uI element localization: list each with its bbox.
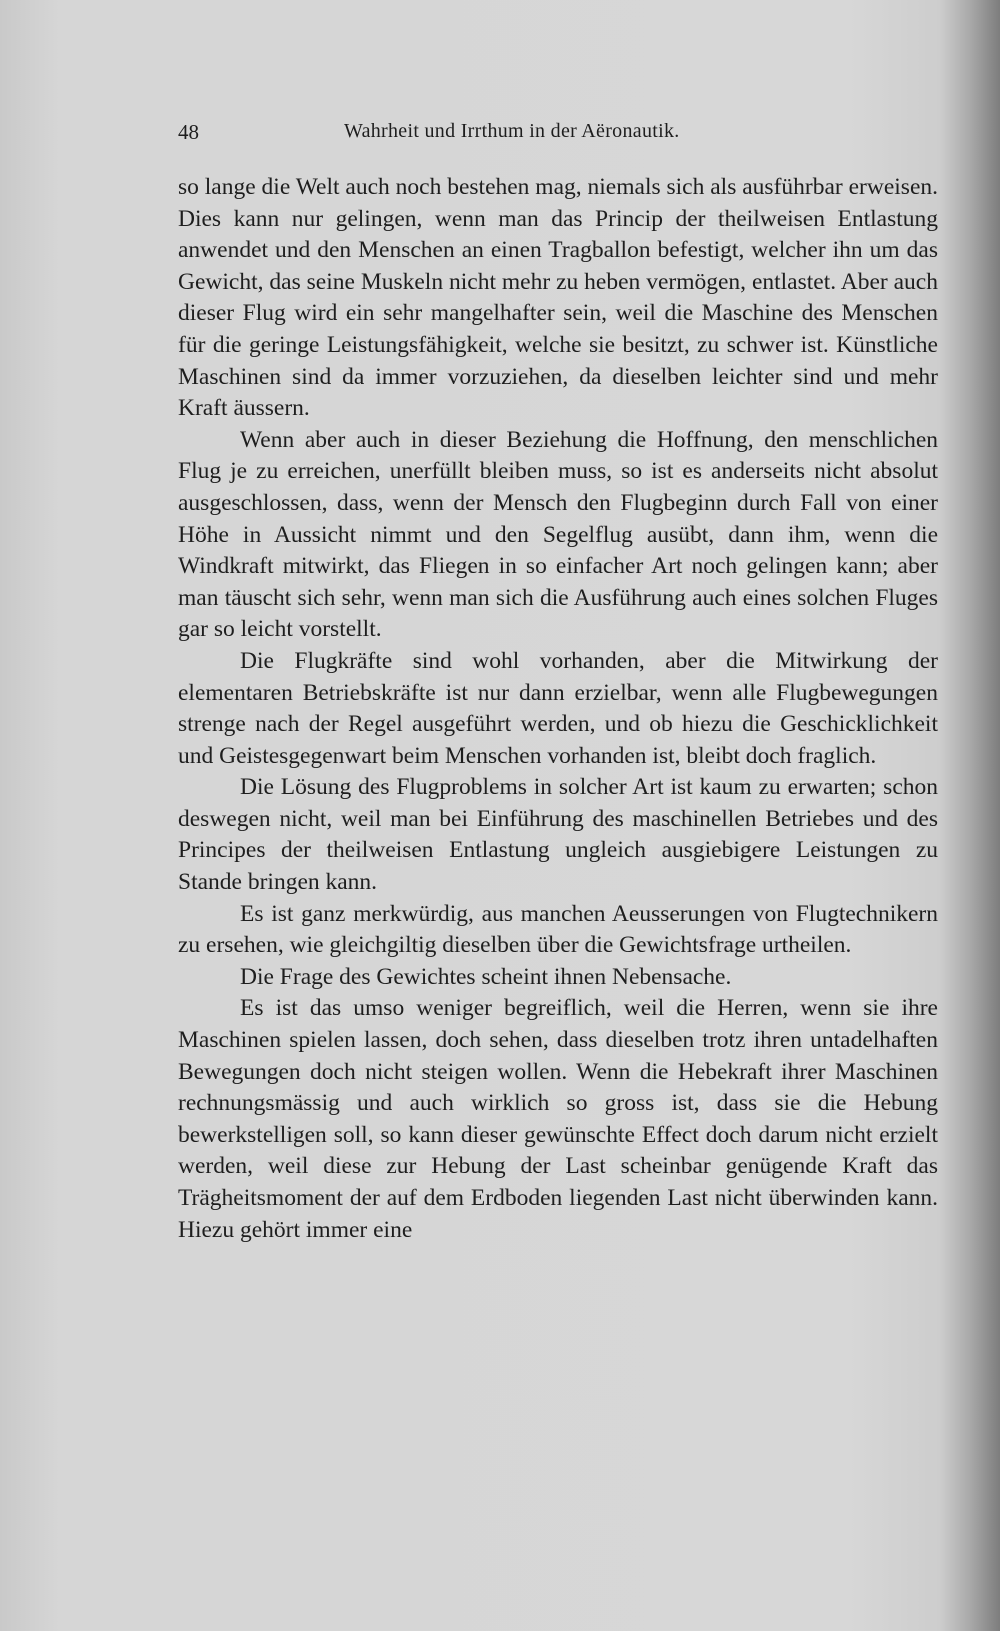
paragraph: Die Flugkräfte sind wohl vorhanden, aber die Mitwirkung der elementaren Betriebskräfte ist nur dann erzielbar, wenn alle Flugbewegungen strenge nach der Regel ausgeführt werden, und ob hiezu die Geschicklichkeit und Geistesgegenwart beim Menschen vorhanden ist, bleibt doch fraglich. — [178, 647, 938, 769]
paragraph: Wenn aber auch in dieser Beziehung die Hoffnung, den menschlichen Flug je zu erreichen, unerfüllt bleiben muss, so ist es anderseits nicht absolut ausgeschlossen, dass, wenn der Mensch den Flugbeginn durch Fall von einer Höhe in Aussicht nimmt und den Segelflug ausübt, dann ihm, wenn die Windkraft mitwirkt, das Fliegen in so einfacher Art noch gelingen kann; aber man täuscht sich sehr, wenn man sich die Ausführung auch eines solchen Fluges gar so leicht vorstellt. — [178, 426, 938, 643]
paragraph: so lange die Welt auch noch bestehen mag, niemals sich als ausführbar erweisen. Dies kann nur gelingen, wenn man das Princip der theilweisen Entlastung anwendet und den Menschen an einen Tragballon befestigt, welcher ihn um das Gewicht, das seine Muskeln nicht mehr zu heben vermögen, entlastet. Aber auch dieser Flug wird ein sehr mangelhafter sein, weil die Maschine des Menschen für die geringe Leistungsfähigkeit, welche sie besitzt, zu schwer ist. Künstliche Maschinen sind da immer vorzuziehen, da dieselben leichter sind und mehr Kraft äussern. — [178, 174, 938, 422]
paragraph: Die Frage des Gewichtes scheint ihnen Nebensache. — [240, 963, 732, 990]
running-title: Wahrheit und Irrthum in der Aëronautik. — [344, 120, 680, 142]
paragraph: Die Lösung des Flugproblems in solcher Art ist kaum zu erwarten; schon deswegen nicht, weil man bei Einführung des maschinellen Betriebes und des Principes der theilweisen Entlastung ungleich ausgiebigere Leistungen zu Stande bringen kann. — [178, 774, 938, 896]
paragraph: Es ist das umso weniger begreiflich, weil die Herren, wenn sie ihre Maschinen spielen lassen, doch sehen, dass dieselben trotz ihren untadelhaften Bewegungen doch nicht steigen wollen. Wenn die Hebekraft ihrer Maschinen rechnungsmässig und auch wirklich so gross ist, dass sie die Hebung bewerkstelligen soll, so kann dieser gewünschte Effect doch darum nicht erzielt werden, weil diese zur Hebung der Last scheinbar genügende Kraft das Trägheitsmoment der auf dem Erdboden liegenden Last nicht überwinden kann. Hiezu gehört immer eine — [178, 995, 938, 1243]
page-header — [178, 120, 938, 150]
page-number: 48 — [178, 120, 199, 144]
body-text — [178, 172, 938, 1246]
paragraph: Es ist ganz merkwürdig, aus manchen Aeusserungen von Flugtechnikern zu ersehen, wie gleichgiltig dieselben über die Gewichtsfrage urtheilen. — [178, 900, 938, 959]
